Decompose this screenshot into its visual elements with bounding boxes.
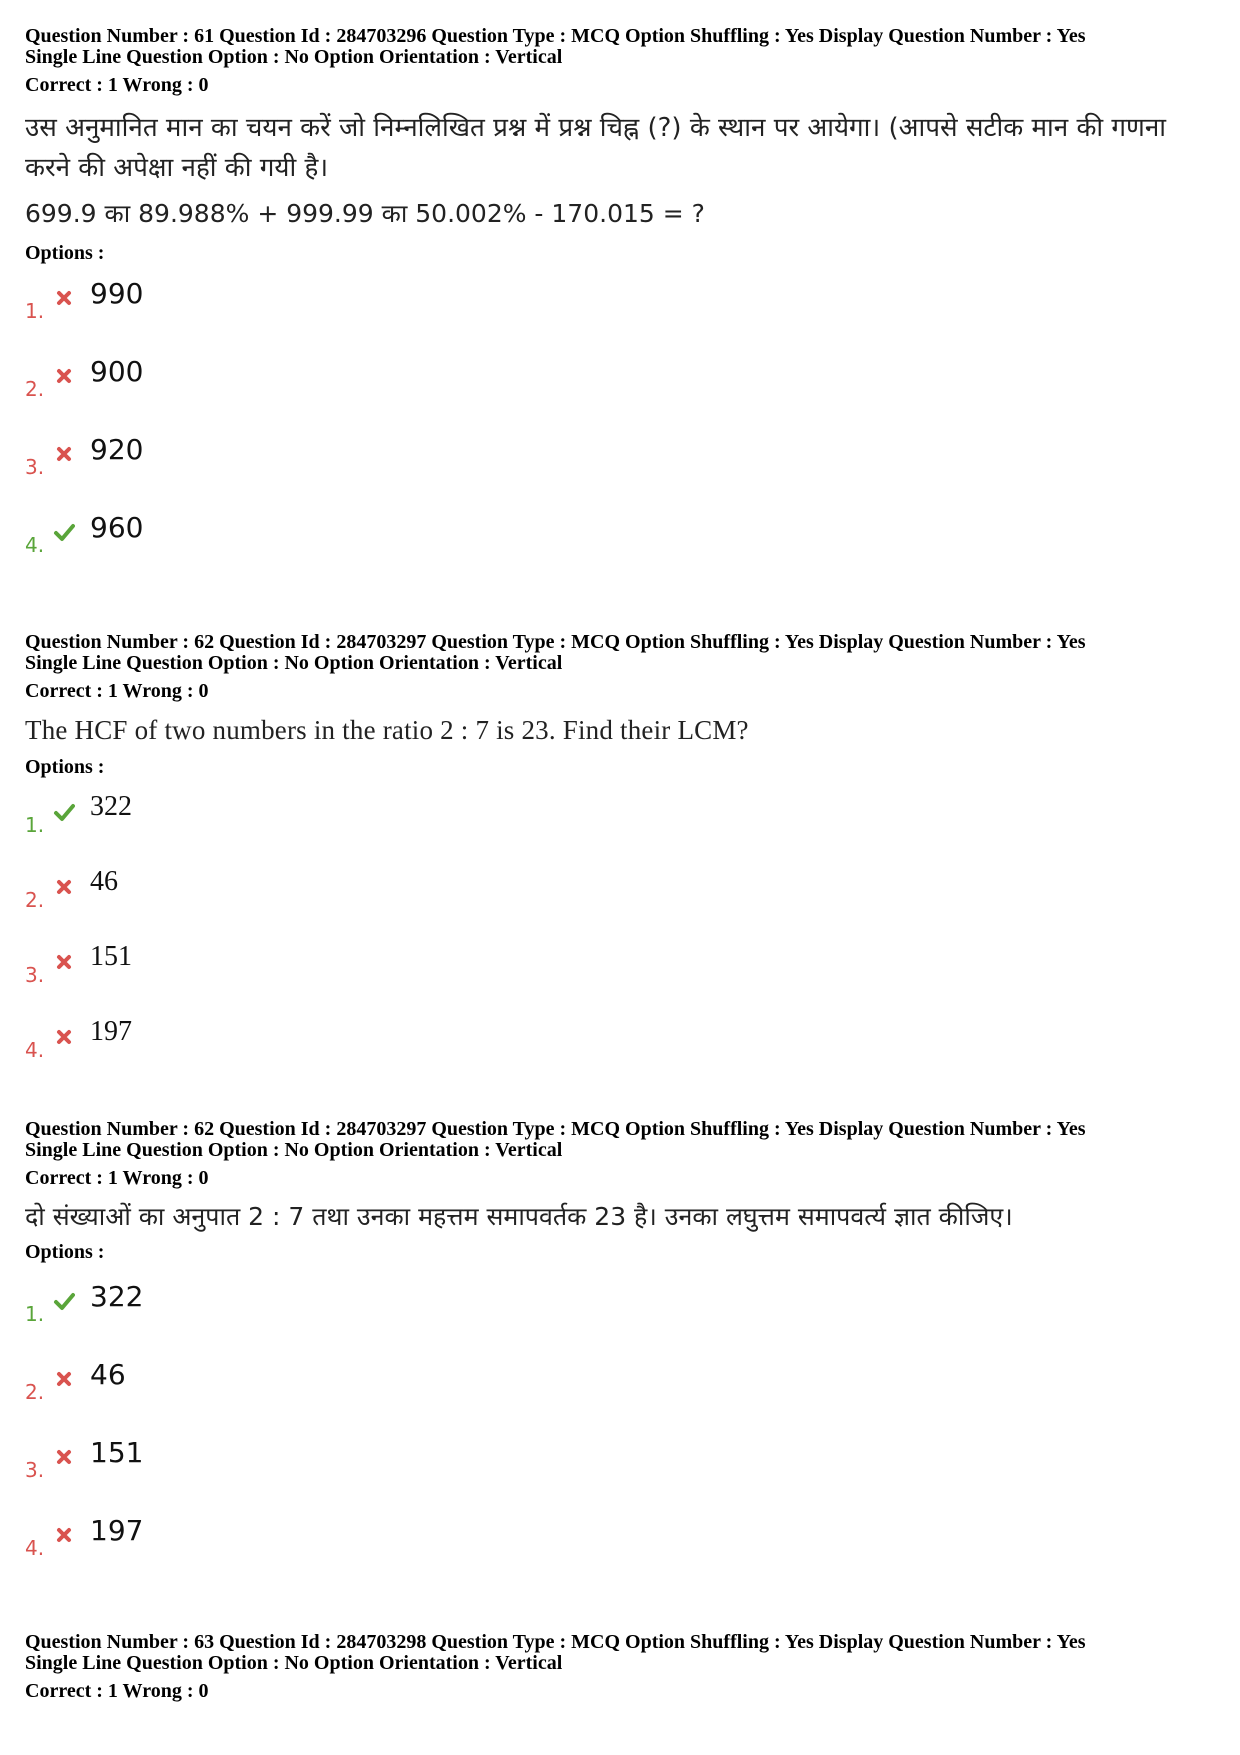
option-value: 960 <box>90 511 144 544</box>
question-block-62-en <box>25 632 1225 1097</box>
question-block-63 <box>25 1632 1225 1702</box>
option-2 <box>25 355 1225 439</box>
cross-icon <box>53 1446 75 1468</box>
option-value: 46 <box>90 866 118 897</box>
check-icon <box>53 1290 75 1312</box>
option-number: 3. <box>25 1458 45 1482</box>
cross-icon <box>53 951 75 973</box>
question-text: उस अनुमानित मान का चयन करें जो निम्नलिखित प्रश्न में प्रश्न चिह्न (?) के स्थान पर आयेगा। (आपसे सटीक मान की गणना करने की अपेक्षा नहीं की गयी है। <box>25 113 1167 183</box>
question-meta-line: Question Number : 62 Question Id : 284703297 Question Type : MCQ Option Shuffling : Yes Display Question Number : Yes <box>25 1118 1086 1140</box>
option-1 <box>25 791 1225 872</box>
options-list <box>25 791 1225 1097</box>
options-list <box>25 1280 1225 1598</box>
option-number: 4. <box>25 1536 45 1560</box>
marking-scheme: Correct : 1 Wrong : 0 <box>25 680 209 702</box>
option-2 <box>25 866 1225 947</box>
check-icon <box>53 521 75 543</box>
question-text: The HCF of two numbers in the ratio 2 : 7 is 23. Find their LCM? <box>25 715 749 745</box>
option-number: 1. <box>25 299 45 323</box>
question-meta-line: Question Number : 63 Question Id : 284703298 Question Type : MCQ Option Shuffling : Yes Display Question Number : Yes <box>25 1631 1086 1653</box>
option-value: 46 <box>90 1358 126 1391</box>
question-block-61 <box>25 26 1225 595</box>
option-number: 3. <box>25 963 45 987</box>
option-number: 2. <box>25 1380 45 1404</box>
option-number: 1. <box>25 813 45 837</box>
option-value: 197 <box>90 1514 144 1547</box>
cross-icon <box>53 1368 75 1390</box>
option-value: 322 <box>90 1280 144 1313</box>
options-list <box>25 277 1225 595</box>
option-4 <box>25 511 1225 595</box>
check-icon <box>53 801 75 823</box>
marking-scheme: Correct : 1 Wrong : 0 <box>25 74 209 96</box>
option-number: 4. <box>25 1038 45 1062</box>
option-value: 920 <box>90 433 144 466</box>
question-block-62-hi <box>25 1119 1225 1598</box>
option-3 <box>25 941 1225 1022</box>
option-number: 2. <box>25 377 45 401</box>
option-3 <box>25 433 1225 517</box>
cross-icon <box>53 1026 75 1048</box>
option-number: 2. <box>25 888 45 912</box>
options-label: Options : <box>25 242 105 264</box>
question-meta-line: Single Line Question Option : No Option Orientation : Vertical <box>25 1139 563 1161</box>
option-2 <box>25 1358 1225 1442</box>
question-meta-line: Question Number : 61 Question Id : 284703296 Question Type : MCQ Option Shuffling : Yes Display Question Number : Yes <box>25 25 1086 47</box>
question-expression: 699.9 का 89.988% + 999.99 का 50.002% - 170.015 = ? <box>25 199 705 228</box>
question-meta-line: Question Number : 62 Question Id : 284703297 Question Type : MCQ Option Shuffling : Yes Display Question Number : Yes <box>25 631 1086 653</box>
option-number: 3. <box>25 455 45 479</box>
marking-scheme: Correct : 1 Wrong : 0 <box>25 1167 209 1189</box>
question-meta-line: Single Line Question Option : No Option Orientation : Vertical <box>25 652 563 674</box>
option-1 <box>25 1280 1225 1364</box>
cross-icon <box>53 365 75 387</box>
option-3 <box>25 1436 1225 1520</box>
option-value: 151 <box>90 941 132 972</box>
cross-icon <box>53 287 75 309</box>
cross-icon <box>53 876 75 898</box>
option-value: 990 <box>90 277 144 310</box>
marking-scheme: Correct : 1 Wrong : 0 <box>25 1680 209 1702</box>
cross-icon <box>53 443 75 465</box>
options-label: Options : <box>25 1241 105 1263</box>
question-meta-line: Single Line Question Option : No Option Orientation : Vertical <box>25 1652 563 1674</box>
option-number: 1. <box>25 1302 45 1326</box>
option-1 <box>25 277 1225 361</box>
option-4 <box>25 1016 1225 1097</box>
option-value: 151 <box>90 1436 144 1469</box>
question-text: दो संख्याओं का अनुपात 2 : 7 तथा उनका महत्तम समापवर्तक 23 है। उनका लघुत्तम समापवर्त्य ज्ञात कीजिए। <box>25 1202 1013 1231</box>
option-value: 900 <box>90 355 144 388</box>
option-4 <box>25 1514 1225 1598</box>
option-value: 197 <box>90 1016 132 1047</box>
options-label: Options : <box>25 756 105 778</box>
cross-icon <box>53 1524 75 1546</box>
option-value: 322 <box>90 791 132 822</box>
option-number: 4. <box>25 533 45 557</box>
question-meta-line: Single Line Question Option : No Option Orientation : Vertical <box>25 46 563 68</box>
